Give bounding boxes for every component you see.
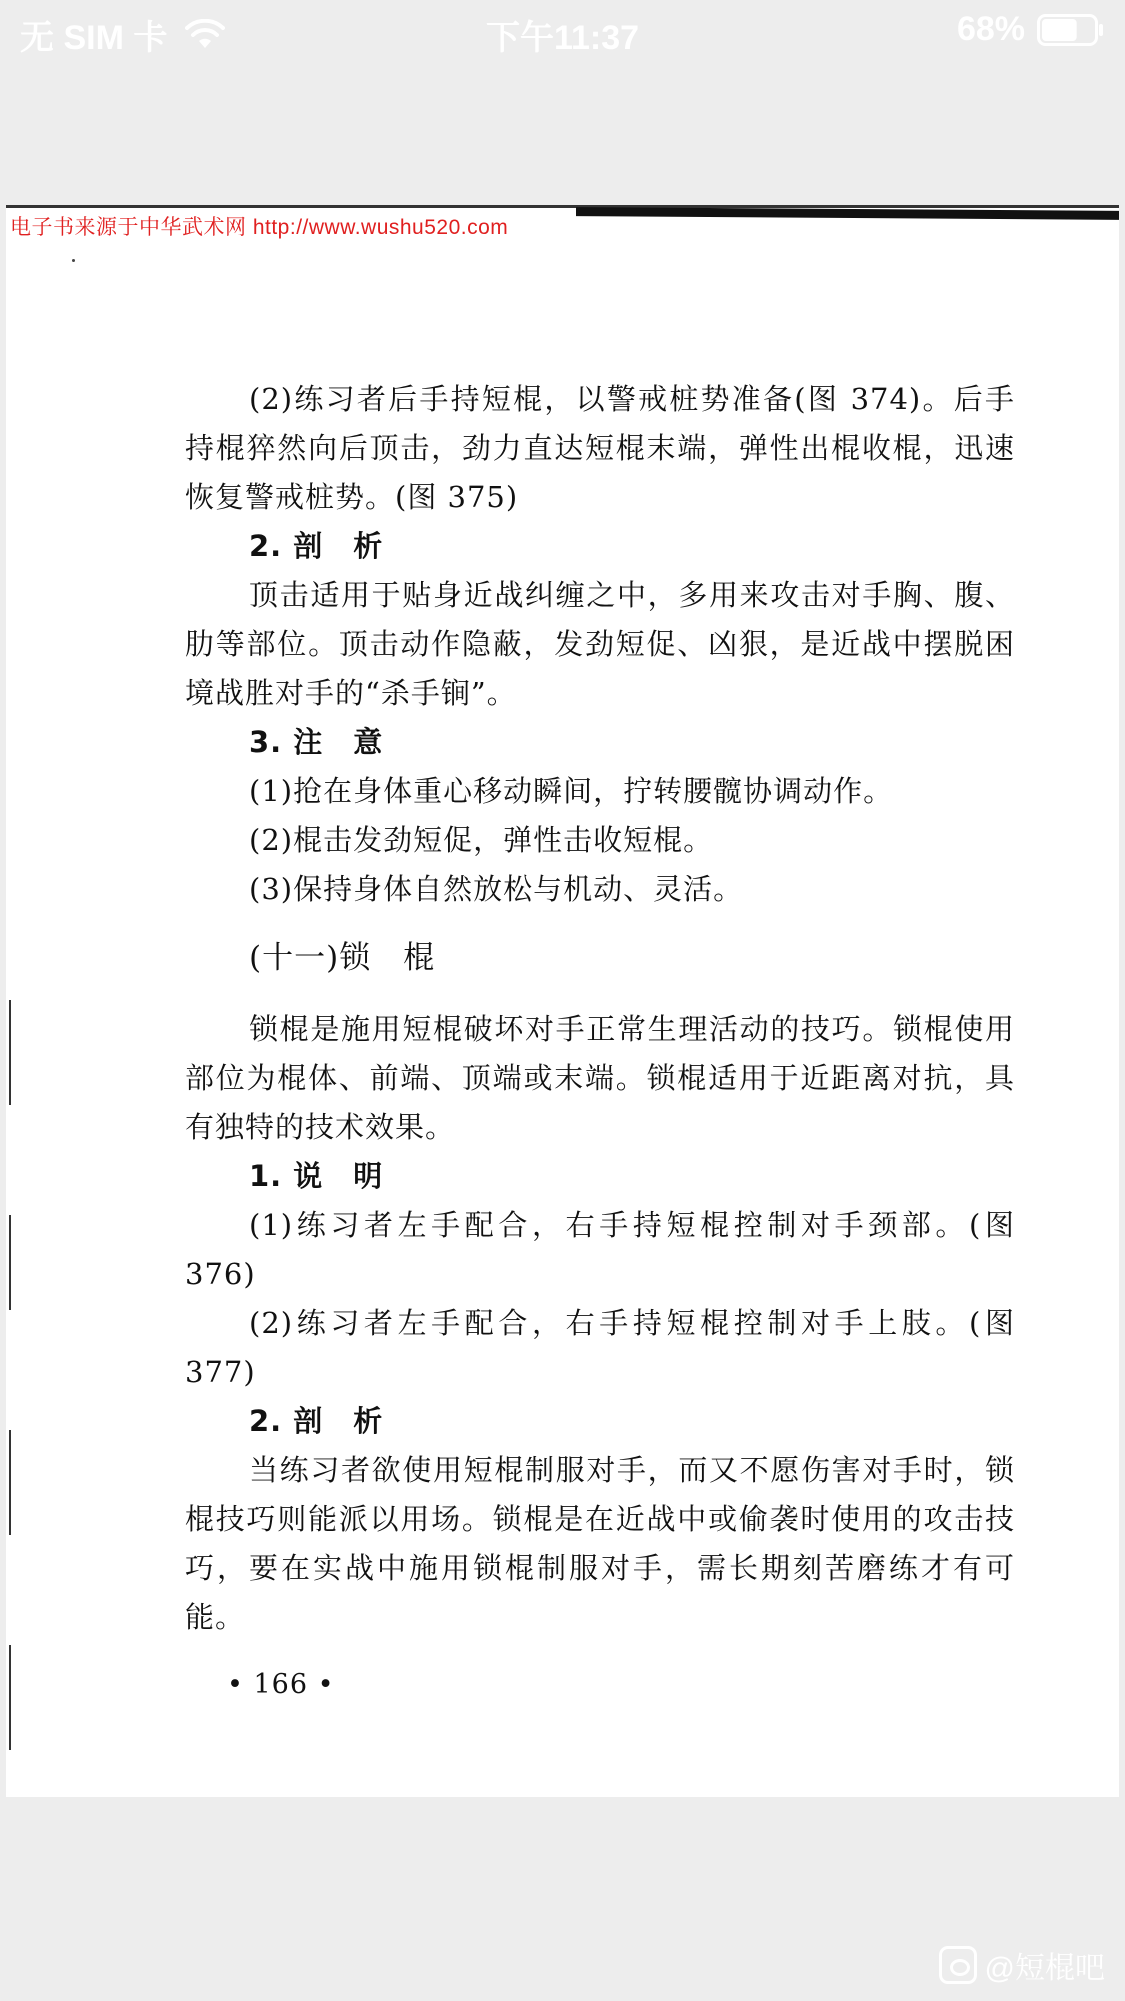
weibo-icon bbox=[939, 1946, 977, 1984]
paragraph: (2)练习者后手持短棍，以警戒桩势准备(图 374)。后手持棍猝然向后顶击，劲力直达短棍末端，弹性出棍收棍，迅速恢复警戒桩势。(图 375) bbox=[185, 382, 1015, 514]
scan-speck bbox=[72, 259, 75, 262]
subheading: 2. 剖 析 bbox=[249, 1404, 384, 1438]
paragraph: 当练习者欲使用短棍制服对手，而又不愿伤害对手时，锁棍技巧则能派以用场。锁棍是在近战中或偷袭时使用的攻击技巧，要在实战中施用锁棍制服对手，需长期刻苦磨练才有可能。 bbox=[185, 1453, 1015, 1634]
margin-mark bbox=[9, 1215, 11, 1310]
paragraph: 锁棍是施用短棍破坏对手正常生理活动的技巧。锁棍使用部位为棍体、前端、顶端或末端。锁棍适用于近距离对抗，具有独特的技术效果。 bbox=[185, 1012, 1015, 1144]
subheading: 1. 说 明 bbox=[249, 1159, 384, 1193]
list-item: (3)保持身体自然放松与机动、灵活。 bbox=[249, 872, 744, 906]
paragraph: (2)练习者左手配合，右手持短棍控制对手上肢。(图 377) bbox=[185, 1306, 1015, 1389]
list-item: (1)抢在身体重心移动瞬间，拧转腰髋协调动作。 bbox=[249, 774, 894, 808]
margin-mark bbox=[9, 1645, 11, 1750]
status-time: 下午11:37 bbox=[485, 19, 640, 57]
subheading: 3. 注 意 bbox=[249, 725, 384, 759]
section-title: (十一)锁 棍 bbox=[249, 940, 436, 976]
paragraph: 顶击适用于贴身近战纠缠之中，多用来攻击对手胸、腹、肋等部位。顶击动作隐蔽，发劲短促、凶狠，是近战中摆脱困境战胜对手的“杀手锏”。 bbox=[185, 578, 1015, 710]
status-bar bbox=[0, 0, 1125, 64]
source-watermark: 电子书来源于中华武术网 http://www.wushu520.com bbox=[10, 216, 509, 239]
scan-edge-bar bbox=[576, 207, 1119, 220]
document-page[interactable] bbox=[6, 205, 1119, 1797]
margin-mark bbox=[9, 1000, 11, 1105]
document-text bbox=[185, 375, 1015, 1709]
battery-percent: 68% bbox=[956, 10, 1025, 48]
subheading: 2. 剖 析 bbox=[249, 529, 384, 563]
status-right bbox=[957, 10, 1105, 49]
app-watermark bbox=[939, 1943, 1105, 1987]
page-number: • 166 • bbox=[227, 1669, 335, 1700]
battery-icon bbox=[1037, 14, 1105, 46]
margin-mark bbox=[9, 1430, 11, 1535]
list-item: (2)棍击发劲短促，弹性击收短棍。 bbox=[249, 823, 714, 857]
scan-edge-line bbox=[6, 205, 1119, 208]
carrier-label: 无 SIM 卡 bbox=[20, 19, 168, 57]
app-watermark-text: @短棍吧 bbox=[984, 1952, 1105, 1985]
paragraph: (1)练习者左手配合，右手持短棍控制对手颈部。(图 376) bbox=[185, 1208, 1015, 1291]
